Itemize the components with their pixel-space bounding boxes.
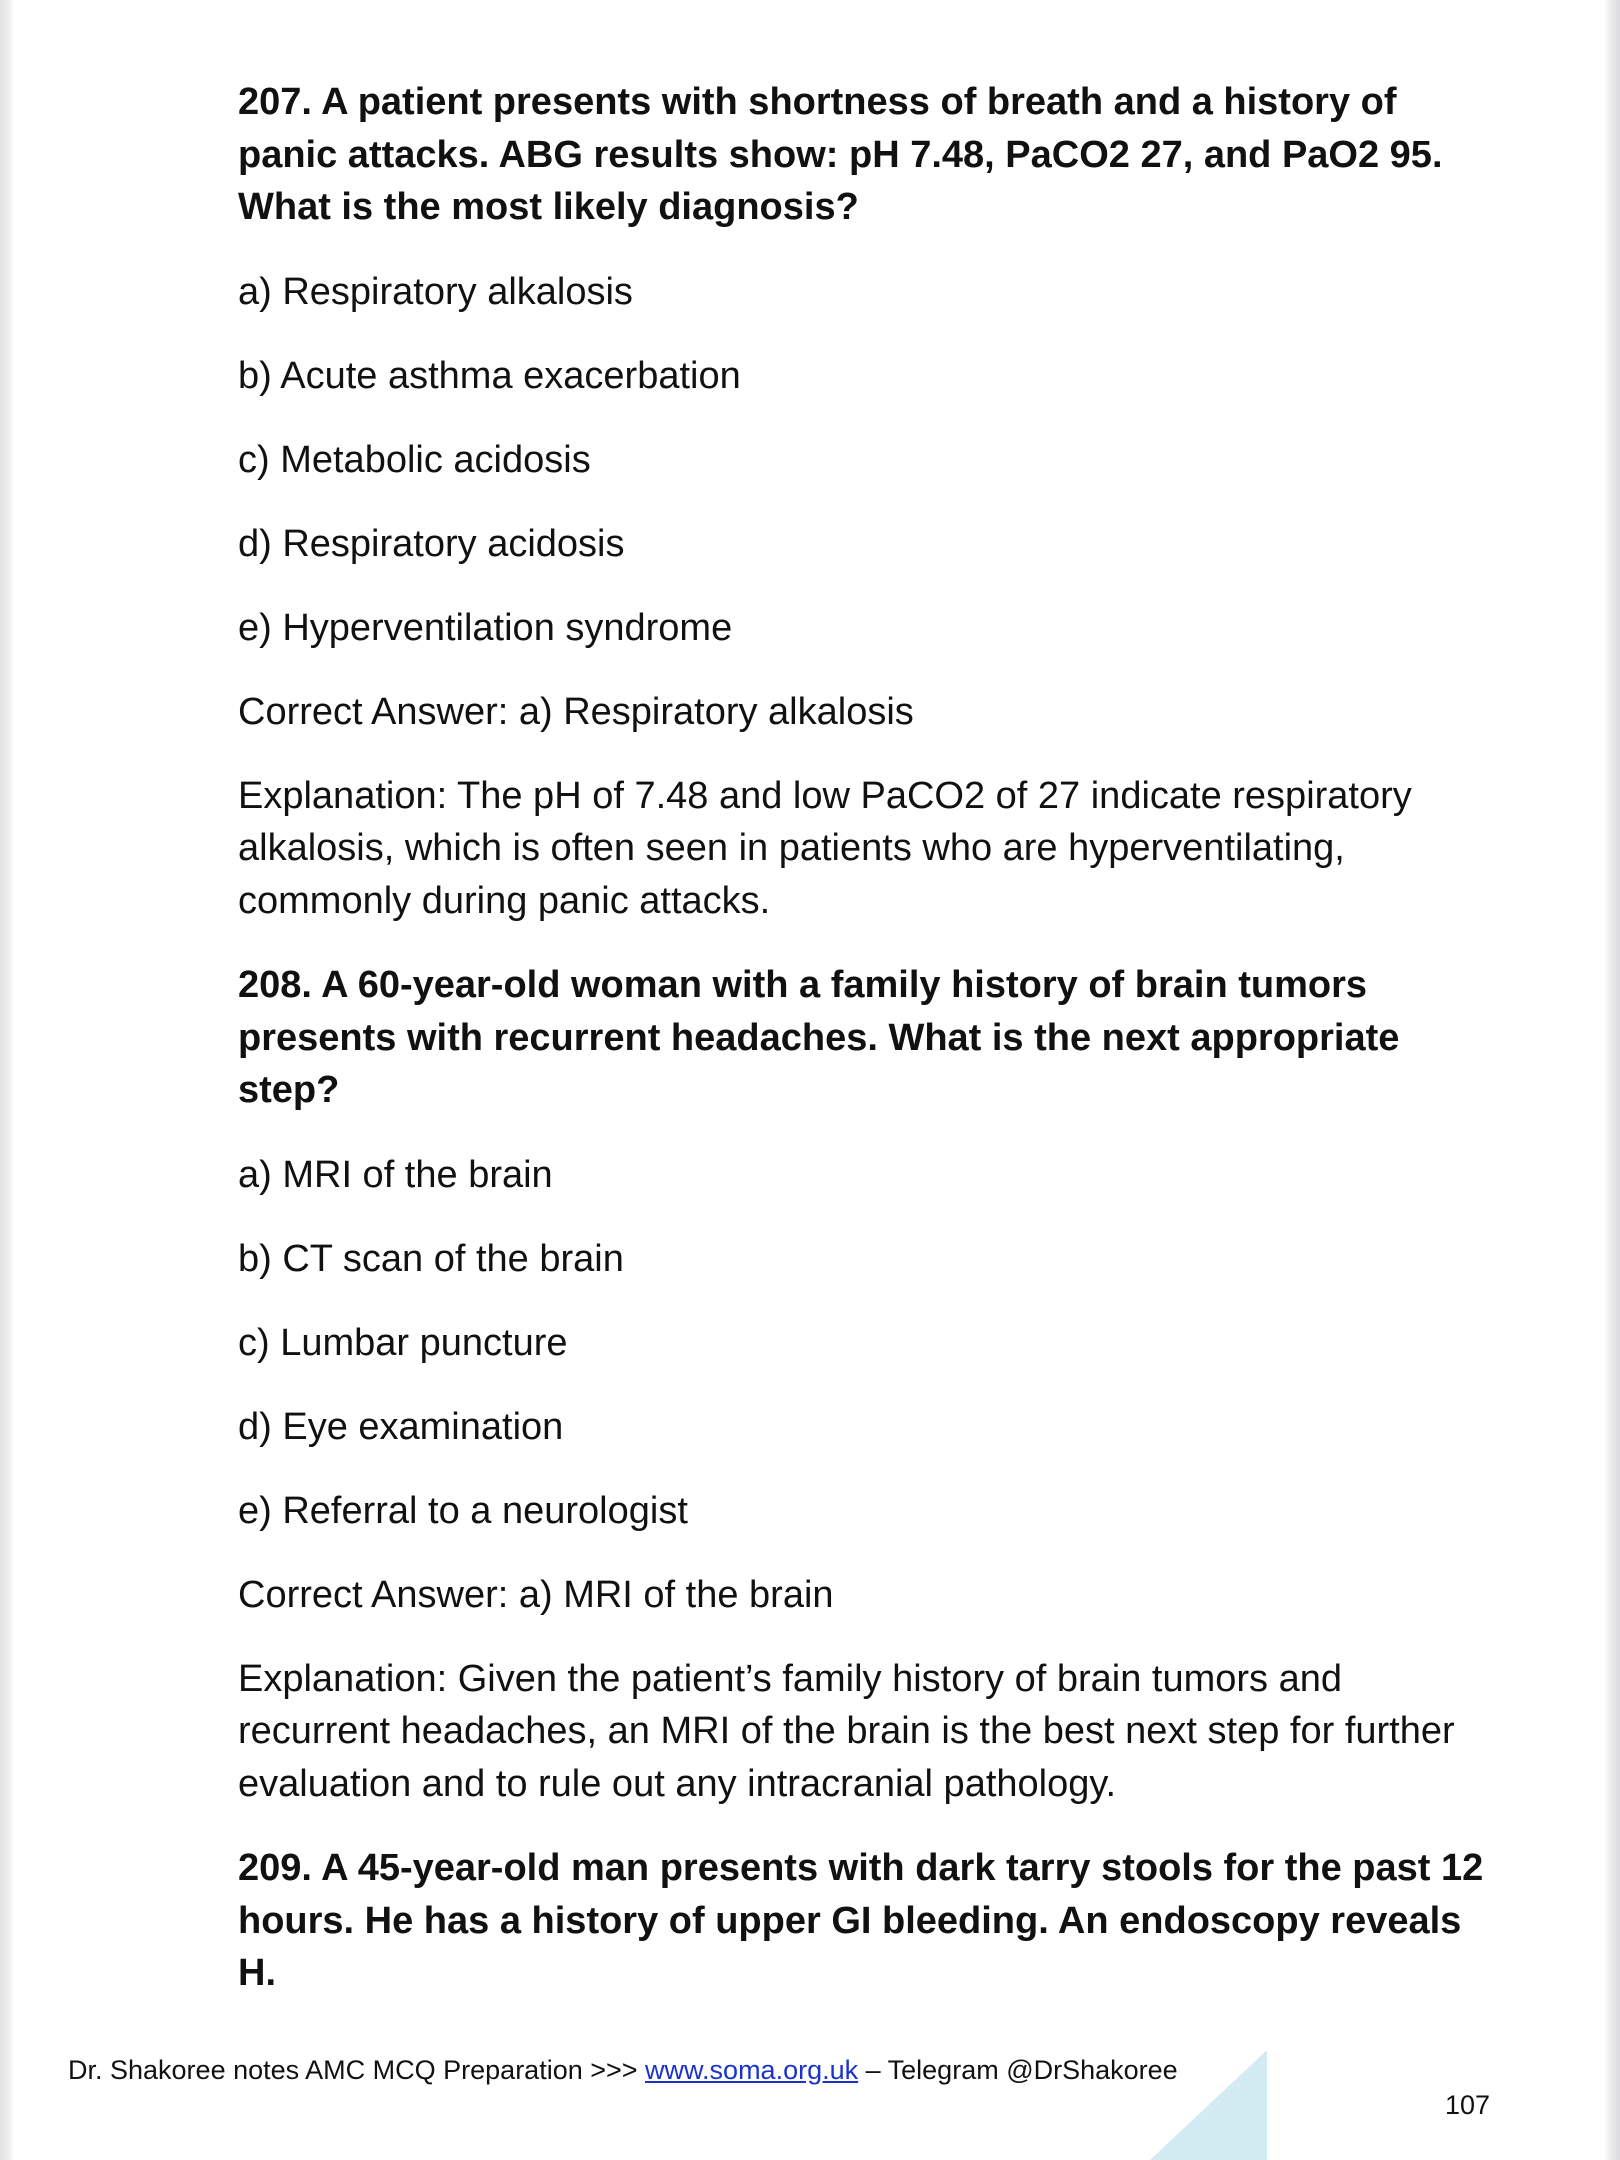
question-207-option-a: a) Respiratory alkalosis: [238, 270, 633, 313]
question-208-explanation: Explanation: Given the patient’s family history of brain tumors and recurrent headaches, an MRI of the brain is the best next step for further evaluation and to rule out any intracranial pathology.: [238, 1657, 1455, 1805]
question-207-correct-answer: Correct Answer: a) Respiratory alkalosis: [238, 690, 914, 733]
question-207-option-b: b) Acute asthma exacerbation: [238, 354, 741, 397]
question-208-title: 208. A 60-year-old woman with a family history of brain tumors presents with recurrent headaches. What is the next appropriate step?: [238, 964, 1400, 1111]
page-content: [238, 76, 1500, 2032]
question-208-option-c: c) Lumbar puncture: [238, 1321, 568, 1364]
question-208-option-d: d) Eye examination: [238, 1405, 564, 1448]
footer-prefix: Dr. Shakoree notes AMC MCQ Preparation >>>: [68, 2055, 646, 2085]
question-207-explanation: Explanation: The pH of 7.48 and low PaCO2 of 27 indicate respiratory alkalosis, which is often seen in patients who are hyperventilating, commonly during panic attacks.: [238, 774, 1412, 922]
footer-website-link[interactable]: www.soma.org.uk: [645, 2055, 859, 2085]
question-207-option-d: d) Respiratory acidosis: [238, 522, 625, 565]
page-right-shadow: [1604, 0, 1620, 2160]
question-209-title: 209. A 45-year-old man presents with dark tarry stools for the past 12 hours. He has a history of upper GI bleeding. An endoscopy reveals H.: [238, 1847, 1484, 1994]
question-207-option-e: e) Hyperventilation syndrome: [238, 606, 733, 649]
question-208-option-a: a) MRI of the brain: [238, 1153, 553, 1196]
question-207-option-c: c) Metabolic acidosis: [238, 438, 591, 481]
question-208-correct-answer: Correct Answer: a) MRI of the brain: [238, 1573, 834, 1616]
page-footer: [68, 2052, 1178, 2088]
question-207-title: 207. A patient presents with shortness of breath and a history of panic attacks. ABG results show: pH 7.48, PaCO2 27, and PaO2 95. What is the most likely diagnosis?: [238, 81, 1443, 228]
question-208-option-b: b) CT scan of the brain: [238, 1237, 624, 1280]
page-number: 107: [1444, 2090, 1490, 2120]
page-left-shadow: [0, 0, 14, 2160]
question-208-option-e: e) Referral to a neurologist: [238, 1489, 688, 1532]
footer-suffix: – Telegram @DrShakoree: [858, 2055, 1178, 2085]
